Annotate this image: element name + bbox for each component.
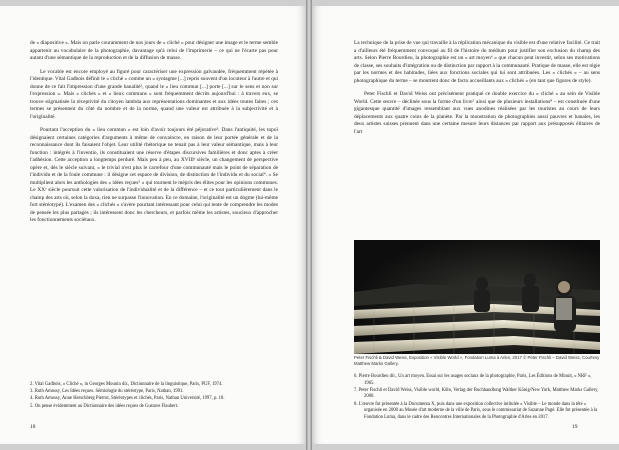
left-body-text — [30, 40, 278, 225]
footnote: 5. On pense évidemment au Dictionnaire des idées reçues de Gustave Flaubert. — [30, 403, 179, 409]
paragraph: Pourtant l'acception du « lieu commun » est loin d'avoir toujours été péjorative³. Dans l'antiquité, les topoï désignaient certaines catégories d'arguments à même de convaincre, en raison de leur portée générale et de la reconnaissance dont ils faisaient l'objet. Leur utilité rhétorique ne tenait pas à leur valeur sémantique, mais à leur fonction : intégrés à l'inventio, ils constituaient une réserve d'étapes discursives familières et donc aptes à créer l'adhésion. Cette acception a longtemps perduré. Mais peu à peu, au XVIIIᵉ siècle, un changement de perspective opère et, dès le siècle suivant, « le trivial n'est plus le carrefour d'une communauté mais le point de séparation de l'individu et de la foule commune : il désigne cet espace de division, de distinction de l'individu et du social⁴. » Se multiplient alors les anthologies des « idées reçues⁵ » qui tournent le mépris des élites pour les opinions communes. Le XXᵉ siècle poursuit cette valorisation de l'individualité et de la différence – et ce tout particulièrement dans le champ des arts où, selon la doxa, rien ne surpasse l'innovation. En ce domaine, l'originalité est un dogme (lui-même fort stéréotypé). L'examen des « clichés » s'avère pourtant intéressant pour celui qui tente de comprendre les modes de pensée les plus partagés ; ils intéressent donc les chercheurs, et parfois même les artistes, soucieux d'approcher les fonctionnements sociétaux. — [30, 127, 278, 223]
footnote: 4. Ruth Amossy, Anne Herschberg Pierrot, Stéréotypes et clichés, Paris, Nathan Université, 1997, p. 18. — [30, 396, 225, 402]
paragraph: Peter Fischli et David Weiss ont précisément pratiqué ce double exercice du « cliché » au sein de Visible World. Cette œuvre – déclinée sous la forme d'un livre⁷ ainsi que de plusieurs installations⁸ – est constituée d'une gigantesque quantité d'images ressemblant aux vues anodines réalisées par les touristes au cours de leurs déplacements aux quatre coins de la planète. Par la monstration de photographies aussi pauvres et banales, les deux artistes suisses prennent dans une certaine mesure leurs distances par rapport aux présupposés élitaires de l'art — [354, 91, 600, 135]
paragraph: Le vocable est encore employé au figuré pour caractériser une expression galvaudée, fréquemment répétée à l'identique. Vital Gadbois définit le « cliché » comme un « syntagme [...] repris souvent d'un locuteur à l'autre et qui donne de ce fait l'impression d'une grande banalité², quand le « lieu commun [...] porte [...] sur le sens et non sur l'expression ». Mais « clichés » et « lieux communs » sont fréquemment décrits aujourd'hui : à travers eux, se trouve stigmatisée la réceptivité du citoyen lambda aux représentations dominantes et aux idées toutes faites ; ces termes se présentent du côté du nombre et de la norme, quand une valeur est attribuée à la subjectivité et à l'originalité. — [30, 68, 278, 120]
left-page — [0, 6, 306, 444]
exhibition-photo — [354, 240, 600, 354]
footnote: 3. Ruth Amossy, Les Idées reçues. Sémiologie du stéréotype, Paris, Nathan, 1991. — [30, 389, 184, 395]
paragraph: La technique de la prise de vue qui travaille à la réplication mécanique du visible est d'une relative facilité. Ce trait a d'ailleurs été fréquemment convoqué au fil de l'histoire du médium pour justifier son exclusion du champ des arts. Selon Pierre Bourdieu, la photographie est un « art moyen⁶ » que chacun peut investir, selon ses motivations de classe, ses souhaits d'intégration ou de distinction par rapport à la communauté. Pratique de masse, elle est régie par les normes et des habitudes, liées aux fonctions sociales qui lui sont attribuées. Les « clichés » – au sens photographique du terme – se montrent donc de facto accueillants aux « clichés » (en tant que figures de style). — [354, 40, 600, 84]
paragraph: de « diapositive ». Mais on parle couramment de nos jours de « cliché » pour désigner une image et le terme semble appartenir au vocabulaire de la photographie, davantage qu'à celui de l'imprimerie – ce qui ne l'écarte pas pour autant d'une sémantique de la reproduction et de la diffusion de masse. — [30, 40, 278, 61]
left-footnotes — [30, 382, 278, 411]
footnote: 8. L'œuvre fut présentée à la Documenta X, puis dans une exposition collective intitulée « Visible – Le monde dans la tête » organisée en 2000 au Musée d'art moderne de la ville de Paris, sous le commissariat de Suzanne Pagé. Elle fut présentée à la Fondation Luma, dans le cadre des Rencontres Internationales de la Photographie d'Arles en 2017. — [354, 401, 598, 420]
footnote: 7. Peter Fischli et David Weiss, Visible world, Köln, Verlag der Buchhandlung Walther König/New York, Matthew Marks Gallery, 2000. — [354, 387, 599, 400]
footnote: 6. Pierre Bourdieu dir., Un art moyen. Essai sur les usages sociaux de la photographie, Paris, Les Éditions de Minuit, « NRF », 1965. — [354, 374, 592, 386]
page-number-right: 19 — [572, 424, 578, 430]
exhibition-photo-illustration — [354, 240, 600, 354]
footnote: 2. Vital Gadbois, « Cliché », in Georges Mounin dir., Dictionnaire de la linguistique, Paris, PUF, 1974. — [30, 382, 223, 387]
photo-caption: Peter Fischli & David Weiss, Exposition « Visible World », Fondation Luma à Arles, 2017 © Peter Fischli – David Weiss, Courtesy Matthew Marks Gallery. — [354, 355, 600, 366]
right-body-text — [354, 40, 600, 136]
page-number-left: 18 — [30, 424, 36, 430]
right-page — [312, 6, 619, 444]
right-footnotes — [354, 374, 600, 422]
